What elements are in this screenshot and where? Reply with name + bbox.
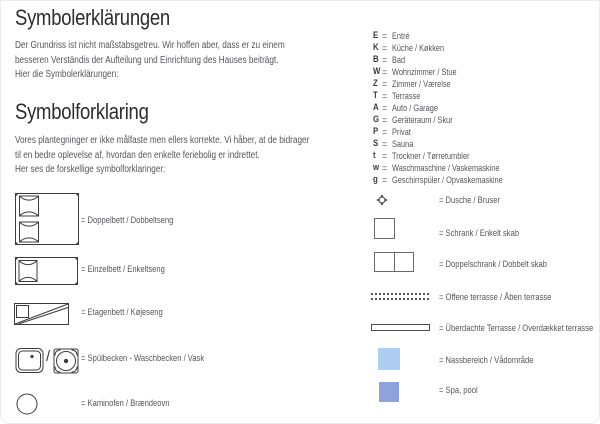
room-code-letter: P (373, 126, 379, 137)
room-code-letter: Z (373, 78, 378, 89)
room-code-label: Waschmaschine / Vaskemaskine (392, 163, 500, 173)
room-code-row (373, 150, 527, 162)
kitchen-sink-icon (15, 347, 44, 374)
room-code-letter: S (373, 138, 379, 149)
equals-sign: = (382, 79, 388, 89)
intro-line: Der Grundriss ist nicht maßstabsgetreu. Wir hoffen aber, dass er zu einem (15, 40, 285, 51)
room-code-label: Bad (392, 55, 406, 65)
single-bed-icon (15, 257, 78, 285)
bunk-bed-icon (14, 303, 69, 325)
legend-label: = Kaminofen / Brændeovn (81, 398, 170, 409)
equals-sign: = (382, 139, 388, 149)
legend-label: = Offene terrasse / Åben terrasse (439, 292, 552, 303)
equals-sign: = (382, 67, 388, 77)
room-code-list (373, 30, 527, 186)
room-code-label: Zimmer / Værelse (392, 79, 451, 89)
legend-label: = Einzelbett / Enkeltseng (81, 264, 165, 275)
room-code-label: Auto / Garage (392, 103, 438, 113)
legend-label: = Nassbereich / Vådområde (439, 355, 534, 366)
danish-intro (15, 134, 374, 178)
cabinet-divider (394, 253, 395, 271)
spa-pool-swatch (379, 382, 399, 402)
intro-line: til en bedre oplevelse af, hvordan den enkelte feriebolig er indrettet. (15, 149, 260, 161)
room-code-letter: t (373, 150, 376, 161)
german-intro (15, 39, 344, 83)
double-cabinet-icon (374, 252, 414, 272)
danish-title: Symbolforklaring (15, 99, 149, 124)
room-code-row (373, 78, 527, 90)
legend-label: = Überdachte Terrasse / Overdækket terrasse (439, 323, 594, 334)
intro-line: Her ses de forskellige symbolforklaringer: (15, 164, 166, 175)
room-code-letter: E (373, 30, 379, 41)
sink-separator: / (46, 348, 51, 365)
legend-label: = Etagenbett / Køjeseng (81, 307, 163, 318)
equals-sign: = (382, 115, 388, 125)
room-code-row (373, 174, 527, 186)
intro-line: Hier die Symbolerklärungen: (15, 69, 119, 80)
single-cabinet-icon (374, 218, 395, 239)
legend-label: = Schrank / Enkelt skab (439, 228, 520, 239)
room-code-label: Sauna (392, 139, 414, 149)
room-code-label: Geräteraum / Skur (392, 115, 453, 125)
equals-sign: = (382, 31, 388, 41)
wet-area-swatch (378, 348, 400, 370)
covered-terrace-icon (371, 324, 430, 331)
room-code-row (373, 138, 527, 150)
room-code-letter: w (373, 162, 380, 173)
equals-sign: = (382, 103, 388, 113)
room-code-letter: B (373, 54, 379, 65)
room-code-row (373, 30, 527, 42)
legend-label: = Doppelschrank / Dobbelt skab (439, 259, 547, 270)
room-code-row (373, 42, 527, 54)
shower-icon (376, 194, 388, 206)
open-terrace-icon (371, 293, 429, 300)
room-code-row (373, 54, 527, 66)
room-code-row (373, 102, 527, 114)
room-code-row (373, 90, 527, 102)
round-sink-icon (53, 348, 79, 374)
legend-label: = Spülbecken - Waschbecken / Vask (81, 353, 205, 364)
room-code-label: Trockner / Tørretumbler (392, 151, 470, 161)
room-code-label: Privat (392, 127, 411, 137)
room-code-letter: W (373, 66, 381, 77)
equals-sign: = (382, 43, 388, 53)
room-code-letter: K (373, 42, 379, 53)
legend-label: = Doppelbett / Dobbeltseng (81, 215, 174, 226)
intro-line: Vores plantegninger er ikke målfaste men ellers korrekte. Vi håber, at de bidrager (15, 135, 310, 146)
equals-sign: = (382, 55, 388, 65)
equals-sign: = (382, 127, 388, 137)
room-code-letter: G (373, 114, 380, 125)
double-bed-icon (15, 193, 79, 245)
legend-label: = Dusche / Bruser (439, 195, 501, 206)
stove-icon (16, 393, 38, 415)
room-code-row (373, 162, 527, 174)
equals-sign: = (382, 91, 388, 101)
equals-sign: = (382, 175, 388, 185)
room-code-row (373, 114, 527, 126)
intro-line: besseren Verständis der Aufteilung und Einrichtung des Hauses beiträgt. (15, 54, 279, 66)
room-code-row (373, 126, 527, 138)
room-code-letter: T (373, 90, 378, 101)
room-code-label: Geschirrspüler / Opvaskemaskine (392, 175, 503, 185)
equals-sign: = (382, 151, 388, 161)
room-code-label: Entré (392, 31, 410, 41)
legend-label: = Spa, pool (439, 385, 478, 396)
room-code-letter: A (373, 102, 379, 113)
german-title: Symbolerklärungen (15, 5, 170, 30)
room-code-row (373, 66, 527, 78)
room-code-label: Küche / Køkken (392, 43, 445, 53)
room-code-letter: g (373, 174, 378, 185)
room-code-label: Wohnzimmer / Stue (392, 67, 457, 77)
room-code-label: Terrasse (392, 91, 421, 101)
equals-sign: = (382, 163, 388, 173)
